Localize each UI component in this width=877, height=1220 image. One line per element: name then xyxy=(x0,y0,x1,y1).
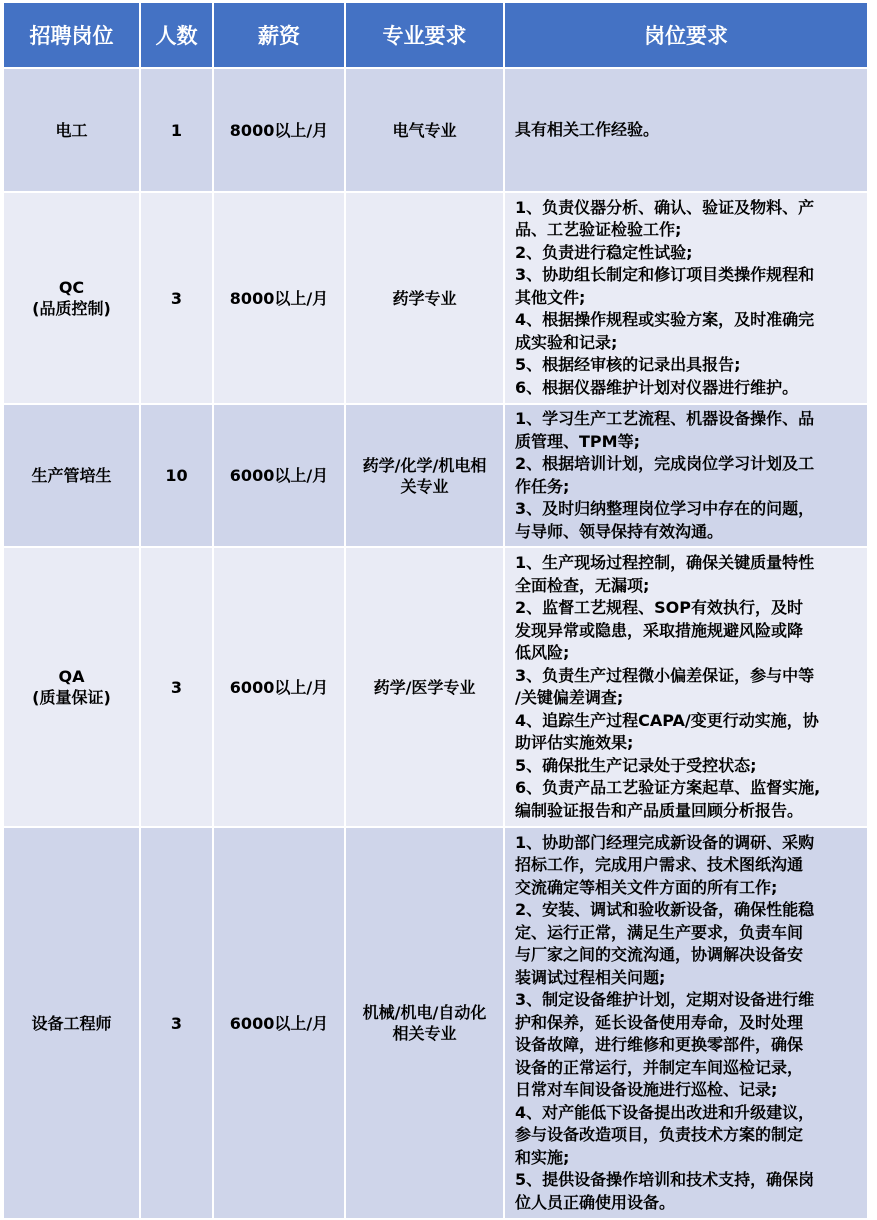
requirement-line: 作任务; xyxy=(515,476,570,496)
requirement-line: 发现异常或隐患，采取措施规避风险或降 xyxy=(515,620,804,640)
position-cell xyxy=(3,68,140,192)
requirement-line: 1、协助部门经理完成新设备的调研、采购 xyxy=(515,832,815,852)
salary-cell: 6000以上/月 xyxy=(213,404,345,547)
position-cell-line: (品质控制) xyxy=(32,299,111,318)
major-cell-line: 药学专业 xyxy=(392,288,457,308)
header-requirements: 岗位要求 xyxy=(504,2,868,68)
requirement-line: 1、负责仪器分析、确认、验证及物料、产 xyxy=(515,197,815,217)
position-cell-line: 电工 xyxy=(55,120,88,140)
requirement-line: 5、根据经审核的记录出具报告; xyxy=(515,355,741,375)
table-row xyxy=(3,192,868,404)
position-cell-line: QC xyxy=(58,278,85,297)
major-cell xyxy=(345,68,504,192)
requirement-line: 4、根据操作规程或实验方案，及时准确完 xyxy=(515,310,815,330)
requirements-cell xyxy=(504,827,868,1219)
position-cell xyxy=(3,827,140,1219)
count-cell: 3 xyxy=(140,192,213,404)
requirement-line: 6、负责产品工艺验证方案起草、监督实施, xyxy=(515,778,821,797)
table-row xyxy=(3,404,868,547)
requirement-line: 6、根据仪器维护计划对仪器进行维护。 xyxy=(515,377,799,397)
requirement-line: 4、追踪生产过程CAPA/变更行动实施，协 xyxy=(515,710,819,730)
position-cell-line: QA xyxy=(58,667,85,686)
major-cell-line: 药学/医学专业 xyxy=(373,677,476,697)
requirement-line: 3、负责生产过程微小偏差保证，参与中等 xyxy=(515,665,815,685)
requirement-line: 低风险; xyxy=(515,643,570,662)
major-cell-line: 药学/化学/机电相 xyxy=(362,455,487,475)
count-cell: 3 xyxy=(140,827,213,1219)
header-count: 人数 xyxy=(140,2,213,68)
requirement-line: 3、制定设备维护计划，定期对设备进行维 xyxy=(515,990,815,1010)
requirement-line: 具有相关工作经验。 xyxy=(515,119,660,139)
major-cell xyxy=(345,192,504,404)
requirement-line: 装调试过程相关问题; xyxy=(515,967,666,987)
major-cell-line: 机械/机电/自动化 xyxy=(362,1003,487,1022)
requirement-line: 2、监督工艺规程、SOP有效执行，及时 xyxy=(515,598,803,617)
requirement-line: 4、对产能低下设备提出改进和升级建议， xyxy=(515,1102,815,1122)
position-cell-line: (质量保证) xyxy=(32,688,111,707)
requirement-line: 位人员正确使用设备。 xyxy=(515,1192,676,1212)
requirements-cell xyxy=(504,547,868,827)
requirement-line: 成实验和记录; xyxy=(515,332,618,352)
table-row xyxy=(3,827,868,1219)
count-cell: 3 xyxy=(140,547,213,827)
requirement-line: 参与设备改造项目，负责技术方案的制定 xyxy=(515,1125,804,1145)
position-cell xyxy=(3,547,140,827)
major-cell xyxy=(345,547,504,827)
requirement-line: 编制验证报告和产品质量回顾分析报告。 xyxy=(515,800,804,820)
requirement-line: 交流确定等相关文件方面的所有工作; xyxy=(515,877,778,897)
position-cell xyxy=(3,404,140,547)
recruitment-table xyxy=(2,1,869,1220)
major-cell-line: 相关专业 xyxy=(392,1024,457,1043)
requirement-line: 设备的正常运行，并制定车间巡检记录， xyxy=(515,1057,804,1077)
major-cell xyxy=(345,404,504,547)
header-major: 专业要求 xyxy=(345,2,504,68)
requirement-line: 护和保养，延长设备使用寿命，及时处理 xyxy=(515,1012,804,1032)
count-cell: 10 xyxy=(140,404,213,547)
header-position: 招聘岗位 xyxy=(3,2,140,68)
major-cell-line: 电气专业 xyxy=(392,120,457,140)
position-cell xyxy=(3,192,140,404)
table-row xyxy=(3,68,868,192)
requirement-line: 3、协助组长制定和修订项目类操作规程和 xyxy=(515,265,815,285)
requirement-line: 与导师、领导保持有效沟通。 xyxy=(515,521,724,541)
major-cell xyxy=(345,827,504,1219)
salary-cell: 8000以上/月 xyxy=(213,192,345,404)
requirement-line: 招标工作，完成用户需求、技术图纸沟通 xyxy=(515,855,804,875)
requirement-line: 1、生产现场过程控制，确保关键质量特性 xyxy=(515,553,815,572)
salary-cell: 6000以上/月 xyxy=(213,547,345,827)
header-row xyxy=(3,2,868,68)
requirements-cell xyxy=(504,192,868,404)
position-cell-line: 设备工程师 xyxy=(31,1013,112,1033)
position-cell-line: 生产管培生 xyxy=(31,466,112,485)
requirement-line: 5、提供设备操作培训和技术支持，确保岗 xyxy=(515,1170,815,1190)
salary-cell: 6000以上/月 xyxy=(213,827,345,1219)
requirement-line: 和实施; xyxy=(515,1147,570,1167)
requirement-line: 2、负责进行稳定性试验; xyxy=(515,242,693,262)
requirement-line: 全面检查，无漏项; xyxy=(515,575,650,595)
requirement-line: 2、安装、调试和验收新设备，确保性能稳 xyxy=(515,900,815,920)
requirement-line: 设备故障，进行维修和更换零部件，确保 xyxy=(515,1035,804,1055)
requirement-line: 其他文件; xyxy=(515,287,586,307)
requirement-line: 3、及时归纳整理岗位学习中存在的问题， xyxy=(515,499,815,518)
requirement-line: 助评估实施效果; xyxy=(515,733,634,752)
requirement-line: 1、学习生产工艺流程、机器设备操作、品 xyxy=(515,409,815,428)
requirement-line: /关键偏差调查; xyxy=(515,688,624,707)
major-cell-line: 关专业 xyxy=(400,476,449,496)
requirement-line: 2、根据培训计划，完成岗位学习计划及工 xyxy=(515,454,815,473)
requirement-line: 质管理、TPM等; xyxy=(515,431,640,451)
requirements-cell xyxy=(504,404,868,547)
count-cell: 1 xyxy=(140,68,213,192)
requirement-line: 定、运行正常，满足生产要求，负责车间 xyxy=(515,922,804,942)
table-body xyxy=(3,68,868,1219)
table-row xyxy=(3,547,868,827)
salary-cell: 8000以上/月 xyxy=(213,68,345,192)
requirement-line: 与厂家之间的交流沟通，协调解决设备安 xyxy=(515,945,804,965)
requirement-line: 5、确保批生产记录处于受控状态; xyxy=(515,755,757,775)
requirements-cell xyxy=(504,68,868,192)
requirement-line: 品、工艺验证检验工作; xyxy=(515,220,682,240)
requirement-line: 日常对车间设备设施进行巡检、记录; xyxy=(515,1080,778,1100)
header-salary: 薪资 xyxy=(213,2,345,68)
